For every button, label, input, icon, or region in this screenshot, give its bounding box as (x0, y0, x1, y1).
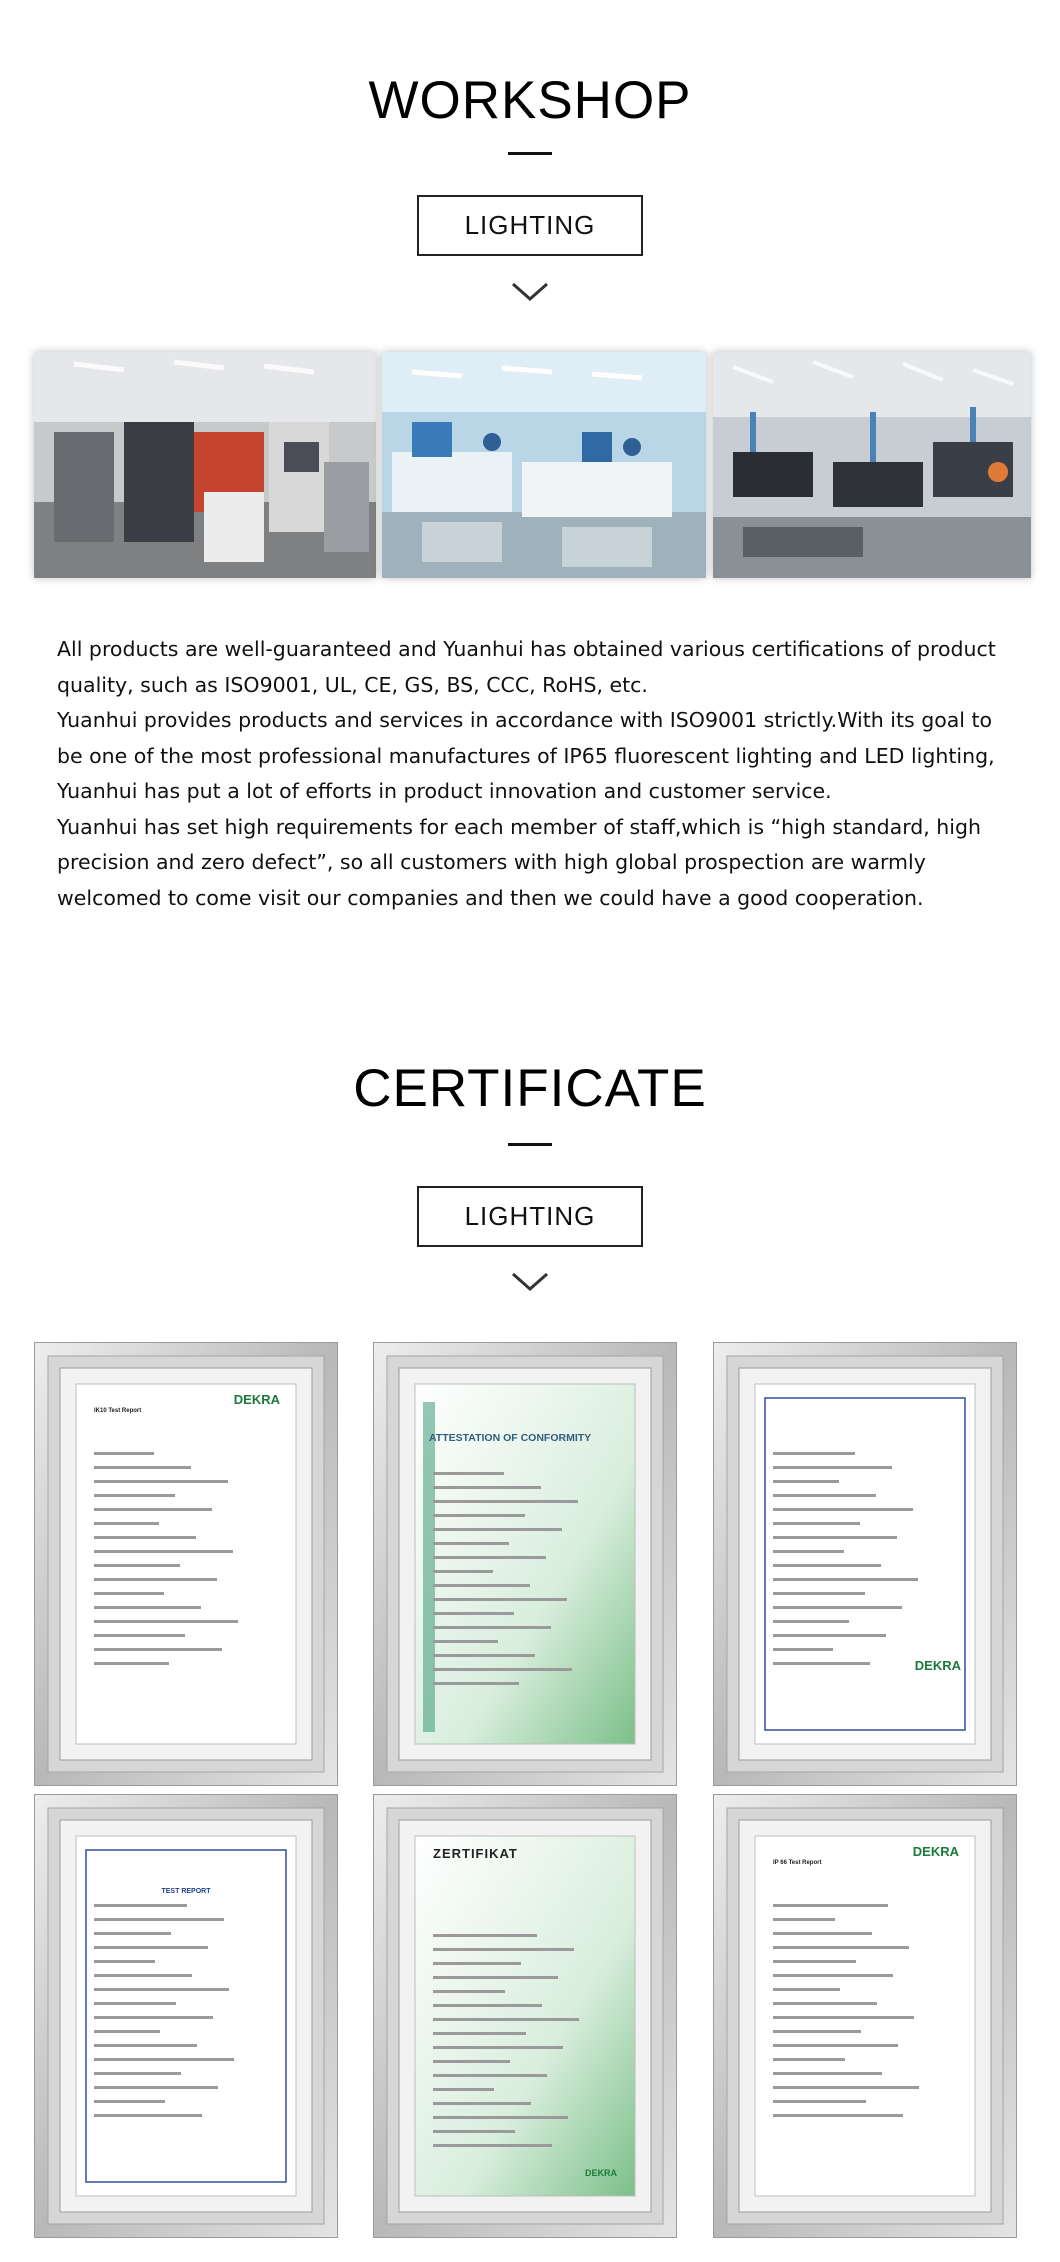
workshop-title: WORKSHOP (368, 71, 692, 130)
certificate-issuer-label: DEKRA (233, 1392, 280, 1407)
chevron-down-icon[interactable] (510, 280, 550, 304)
intro-paragraph-2: Yuanhui provides products and services in accordance with ISO9001 strictly.With its goal to be one of the most professional manufactures of IP65 fluorescent lighting and LED lighting, Yuanhui has put a lot of efforts in product innovation and customer service. (57, 708, 995, 803)
workshop-lighting-tag[interactable]: LIGHTING (417, 195, 643, 256)
certificate-divider (508, 1143, 552, 1146)
intro-paragraph-1: All products are well-guaranteed and Yuanhui has obtained various certifications of product quality, such as ISO9001, UL, CE, GS, BS, CCC, RoHS, etc. (57, 637, 996, 697)
workshop-photo-1 (34, 352, 376, 578)
workshop-photo-3 (713, 352, 1031, 578)
certificate-issuer-label: DEKRA (914, 1658, 961, 1673)
intro-paragraph-3: Yuanhui has set high requirements for each member of staff,which is “high standard, high precision and zero defect”, so all customers with high global prospection are warmly welcomed to come visit our companies and then we could have a good cooperation. (57, 814, 982, 910)
certificate-heading: IK10 Test Report (94, 1408, 142, 1414)
certificate-issuer-label: DEKRA (912, 1844, 959, 1859)
certificate-title: CERTIFICATE (353, 1059, 707, 1118)
certificate-issuer-label: DEKRA (584, 2168, 617, 2178)
certificate-frame-3[interactable] (713, 1342, 1017, 1786)
chevron-down-icon[interactable] (510, 1270, 550, 1294)
certificate-frame-2[interactable] (373, 1342, 677, 1786)
certificate-frame-1[interactable] (34, 1342, 338, 1786)
certificate-heading: TEST REPORT (161, 1888, 211, 1895)
certificate-heading: ZERTIFIKAT (433, 1846, 518, 1861)
certificate-frame-5[interactable] (373, 1794, 677, 2238)
certificate-lighting-tag[interactable]: LIGHTING (417, 1186, 643, 1247)
certificate-frame-4[interactable] (34, 1794, 338, 2238)
certificate-frame-6[interactable] (713, 1794, 1017, 2238)
workshop-photo-2 (382, 352, 706, 578)
company-intro (57, 632, 1007, 916)
certificate-heading: IP 66 Test Report (773, 1860, 822, 1866)
certificate-heading: ATTESTATION OF CONFORMITY (429, 1432, 592, 1444)
workshop-divider (508, 152, 552, 155)
